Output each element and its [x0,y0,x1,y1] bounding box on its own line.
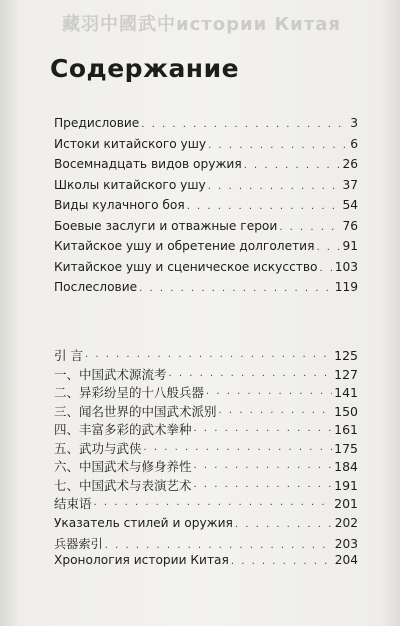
toc-entry [54,383,358,402]
toc-entry-title: Виды кулачного боя [54,198,185,212]
page-title: Содержание [50,54,240,83]
toc-entry-page: 6 [350,136,358,151]
toc-entry-page: 203 [334,536,358,551]
toc-entry-page: 161 [334,422,358,437]
toc-entry [54,535,358,554]
dot-leader [316,242,340,253]
toc-entry-page: 54 [342,198,358,212]
toc-entry [54,402,358,421]
dot-leader [85,352,332,363]
dot-leader [194,463,333,474]
toc-entry-title: Китайское ушу и сценическое искусство [54,259,318,274]
toc-entry [54,346,358,365]
dot-leader [187,201,341,212]
toc-entry-title: 一、中国武术源流考 [54,366,167,382]
dot-leader [94,500,333,511]
toc-entry-page: 175 [334,440,358,456]
toc-entry-page: 191 [334,477,358,493]
toc-entry-title: Истоки китайского ушу [54,136,207,151]
toc-entry-title: 二、异彩纷呈的十八般兵器 [54,385,205,400]
toc-entry-title: 五、武功与武侠 [54,440,142,456]
toc-entry-page: 76 [342,218,358,233]
dot-leader [235,519,333,530]
toc-entry-page: 141 [334,385,358,400]
toc-entry [54,494,358,513]
bleed-through-header: 藏羽中國武中истории Китая [62,14,341,35]
dot-leader [244,160,341,171]
toc-entry-title: Послесловие [54,280,138,294]
toc-entry [54,439,358,458]
toc-russian-section [54,116,358,301]
toc-entry [54,365,358,384]
toc-entry-title: Предисловие [54,116,140,130]
toc-entry-title: 三、闻名世界的中国武术派别 [54,403,217,419]
toc-entry-title: 七、中国武术与表演艺术 [54,477,192,493]
dot-leader [169,371,333,382]
toc-entry [54,157,358,178]
toc-entry-page: 103 [334,259,358,274]
toc-entry-title: Китайское ушу и обретение долголетия [54,239,315,253]
dot-leader [320,263,333,274]
toc-entry [54,457,358,476]
toc-entry-title: Восемнадцать видов оружия [54,157,242,171]
toc-entry-page: 150 [334,403,358,419]
dot-leader [231,556,333,567]
toc-entry-title: 四、丰富多彩的武术拳种 [54,422,192,437]
toc-entry [54,116,358,137]
dot-leader [139,283,333,294]
toc-entry-page: 127 [334,366,358,382]
toc-entry-title: 六、中国武术与修身养性 [54,459,192,474]
dot-leader [144,445,333,456]
dot-leader [208,181,341,192]
toc-entry [54,137,358,158]
toc-entry-title: Указатель стилей и оружия [54,516,233,530]
toc-entry-page: 184 [334,459,358,474]
toc-chinese-section [54,346,358,513]
dot-leader [279,222,340,233]
dot-leader [219,408,333,419]
toc-entry-page: 119 [334,280,358,294]
toc-entry [54,553,358,572]
toc-entry [54,516,358,535]
toc-entry [54,198,358,219]
dot-leader [206,389,332,400]
toc-entry [54,219,358,240]
toc-entry [54,476,358,495]
toc-entry-page: 201 [334,496,358,511]
toc-entry-page: 125 [334,348,358,363]
dot-leader [105,540,333,551]
toc-entry-title: 兵器索引 [54,536,103,551]
toc-entry-page: 202 [334,516,358,530]
toc-entry [54,280,358,301]
toc-entry-title: Хронология истории Китая [54,553,229,567]
toc-entry-title: Боевые заслуги и отважные герои [54,218,278,233]
toc-entry-page: 26 [342,157,358,171]
toc-entry-page: 204 [334,553,358,567]
dot-leader [141,119,348,130]
toc-appendix-section [54,516,358,572]
toc-entry [54,239,358,260]
toc-entry-title: 引 言 [54,348,83,363]
dot-leader [194,482,333,493]
dot-leader [208,140,348,151]
toc-entry-page: 91 [342,239,358,253]
dot-leader [194,426,333,437]
toc-entry [54,420,358,439]
toc-entry-title: 结束语 [54,496,92,511]
toc-entry-page: 3 [350,116,358,130]
toc-entry [54,260,358,281]
toc-entry [54,178,358,199]
toc-entry-page: 37 [342,177,358,192]
toc-entry-title: Школы китайского ушу [54,177,206,192]
